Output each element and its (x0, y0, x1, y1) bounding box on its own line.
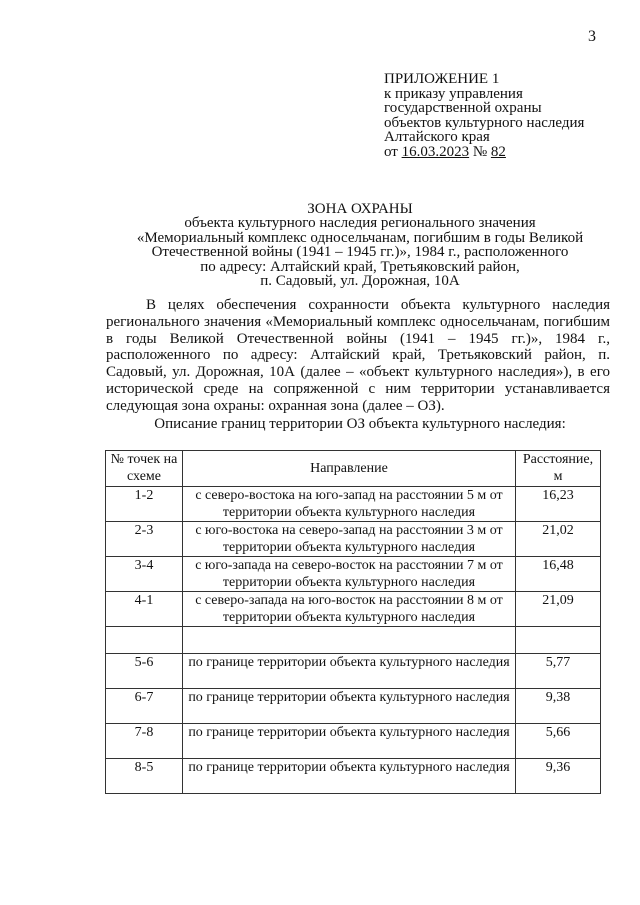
title-line: Отечественной войны (1941 – 1945 гг.)», 1984 г., расположенного (151, 244, 569, 261)
distance-cell: 9,36 (516, 759, 601, 794)
appendix-line: Алтайского края (384, 129, 490, 145)
date-prefix: от (384, 143, 402, 160)
direction-cell: по границе территории объекта культурного наследия (183, 689, 516, 724)
distance-cell: 9,38 (516, 689, 601, 724)
appendix-header (384, 72, 584, 159)
table-body (106, 487, 601, 794)
distance-cell: 16,48 (516, 557, 601, 592)
table-row (106, 724, 601, 759)
text-section (100, 297, 620, 433)
points-cell: 5-6 (106, 654, 183, 689)
header-points: № точек на схеме (106, 451, 183, 487)
table-row (106, 689, 601, 724)
distance-cell: 21,02 (516, 522, 601, 557)
table-row (106, 627, 601, 654)
direction-cell: по границе территории объекта культурного наследия (183, 654, 516, 689)
points-cell (106, 627, 183, 654)
table-header-row (106, 451, 601, 487)
direction-cell: по границе территории объекта культурного наследия (183, 724, 516, 759)
points-cell: 6-7 (106, 689, 183, 724)
table-caption: Описание границ территории ОЗ объекта культурного наследия: (154, 415, 566, 432)
order-date: 16.03.2023 (401, 143, 470, 160)
distance-cell: 5,77 (516, 654, 601, 689)
distance-cell: 21,09 (516, 592, 601, 627)
appendix-line: ПРИЛОЖЕНИЕ 1 (384, 71, 500, 87)
number-sign: № (469, 143, 491, 160)
appendix-line: государственной охраны (384, 100, 542, 116)
points-cell: 3-4 (106, 557, 183, 592)
points-cell: 1-2 (106, 487, 183, 522)
direction-cell: с юго-запада на северо-восток на расстоянии 7 м от территории объекта культурного наследия (183, 557, 516, 592)
points-cell: 7-8 (106, 724, 183, 759)
title-line: по адресу: Алтайский край, Третьяковский район, (200, 258, 520, 275)
appendix-line: к приказу управления (384, 85, 523, 102)
header-direction: Направление (183, 451, 516, 487)
appendix-date-line (384, 145, 584, 160)
table-row (106, 759, 601, 794)
title-line: п. Садовый, ул. Дорожная, 10А (260, 273, 460, 290)
appendix-line: объектов культурного наследия (384, 114, 585, 131)
direction-cell: с северо-запада на юго-восток на расстоянии 8 м от территории объекта культурного наследия (183, 592, 516, 627)
distance-cell (516, 627, 601, 654)
table-row (106, 522, 601, 557)
points-cell: 4-1 (106, 592, 183, 627)
body-paragraph: В целях обеспечения сохранности объекта культурного наследия регионального значения «Мемориальный комплекс односельчанам, погибшим в годы Великой Отечественной войны (1941 – 1945 гг.)», 1984 г., расположенного по адресу: Алтайский край, Третьяковский район, п. Садовый, ул. Дорожная, 10А (далее – «объект культурного наследия»), в его исторической среде на сопряженной с ним территории устанавливается следующая зона охраны: охранная зона (далее – ОЗ). (106, 297, 610, 414)
points-cell: 2-3 (106, 522, 183, 557)
direction-cell: по границе территории объекта культурного наследия (183, 759, 516, 794)
header-distance: Расстояние, м (516, 451, 601, 487)
order-number: 82 (490, 143, 506, 160)
table-row (106, 487, 601, 522)
table-row (106, 557, 601, 592)
boundary-table (105, 450, 601, 794)
title-heading: ЗОНА ОХРАНЫ (307, 201, 413, 217)
direction-cell: с юго-востока на северо-запад на расстоянии 3 м от территории объекта культурного наследия (183, 522, 516, 557)
title-line: «Мемориальный комплекс односельчанам, погибшим в годы Великой (136, 229, 584, 246)
page-number: 3 (588, 28, 596, 45)
direction-cell: с северо-востока на юго-запад на расстоянии 5 м от территории объекта культурного наследия (183, 487, 516, 522)
title-line: объекта культурного наследия регионального значения (184, 215, 536, 232)
table-row (106, 592, 601, 627)
points-cell: 8-5 (106, 759, 183, 794)
direction-cell (183, 627, 516, 654)
document-title (100, 202, 620, 288)
distance-cell: 16,23 (516, 487, 601, 522)
distance-cell: 5,66 (516, 724, 601, 759)
table-row (106, 654, 601, 689)
